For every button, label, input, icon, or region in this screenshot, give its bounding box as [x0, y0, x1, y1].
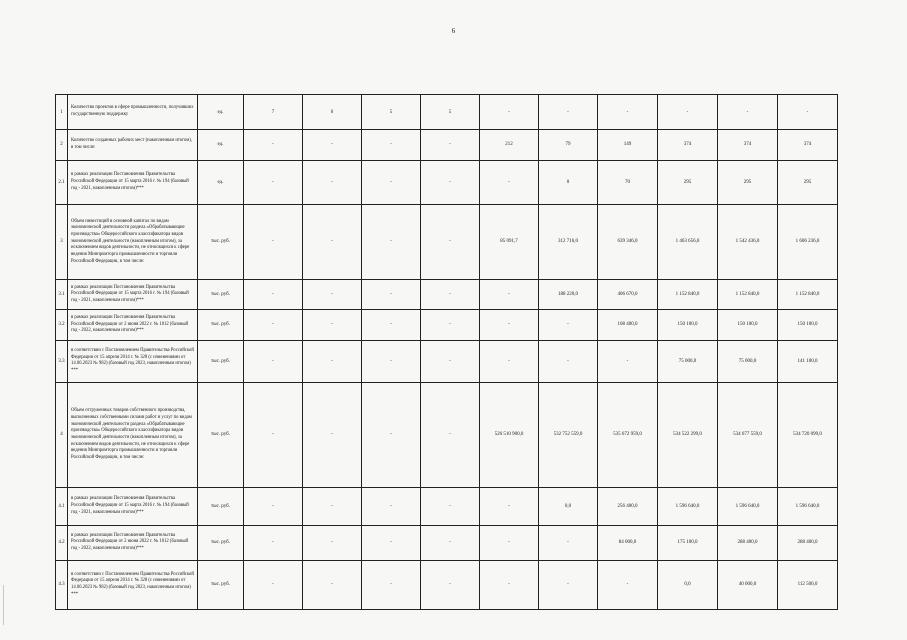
value-cell: 256 400,0 — [598, 488, 658, 525]
value-cell: - — [303, 488, 362, 525]
value-cell: 312 716,0 — [539, 205, 598, 280]
table-row — [56, 160, 838, 204]
value-cell: 175 100,0 — [658, 525, 718, 560]
value-cell: - — [421, 310, 480, 340]
value-cell: 7 — [244, 95, 303, 130]
value-cell: - — [480, 95, 539, 130]
value-cell: - — [303, 310, 362, 340]
value-cell: - — [480, 279, 539, 309]
unit-cell: тыс. руб. — [198, 382, 244, 487]
value-cell: 75 000,0 — [658, 340, 718, 382]
value-cell: 6 — [303, 95, 362, 130]
value-cell: - — [539, 310, 598, 340]
unit-cell: тыс. руб. — [198, 525, 244, 560]
indicator-description: в соответствии с Постановлением Правительства Российской Федерации от 15 апреля 2014 г. № 328 (с изменениями от 14.06.2023 № 982) (базовый год 2023, накопленным итогом) *** — [68, 340, 198, 382]
indicator-description: Количество проектов в сфере промышленности, получивших государственную поддержку — [68, 95, 198, 130]
value-cell: - — [421, 205, 480, 280]
value-cell: - — [362, 279, 421, 309]
value-cell: - — [480, 160, 539, 204]
row-number: 4 — [56, 382, 68, 487]
value-cell: - — [303, 560, 362, 609]
value-cell: 1 596 640,0 — [778, 488, 838, 525]
indicator-description: в соответствии с Постановлением Правительства Российской Федерации от 15 апреля 2014 г. № 328 (с изменениями от 14.06.2023 № 982) (базовый год 2023, накопленным итогом) *** — [68, 560, 198, 609]
value-cell: 1 542 436,0 — [718, 205, 778, 280]
value-cell: - — [362, 488, 421, 525]
page-number: 6 — [451, 27, 456, 35]
row-number: 4.1 — [56, 488, 68, 525]
value-cell: - — [480, 560, 539, 609]
value-cell: 1 606 236,0 — [778, 205, 838, 280]
value-cell: - — [303, 279, 362, 309]
value-cell: 534 522 299,0 — [658, 382, 718, 487]
value-cell: 70 — [598, 160, 658, 204]
value-cell: - — [421, 525, 480, 560]
value-cell: - — [244, 279, 303, 309]
value-cell: 295 — [778, 160, 838, 204]
value-cell: 534 720 099,0 — [778, 382, 838, 487]
value-cell: 0 — [539, 160, 598, 204]
value-cell: 75 000,0 — [718, 340, 778, 382]
scan-edge-mark — [3, 585, 4, 625]
value-cell: - — [658, 95, 718, 130]
value-cell: - — [244, 382, 303, 487]
indicator-description: Объем отгруженных товаров собственного производства, выполненных собственными силами работ и услуг по видам экономической деятельности раздела «Обрабатывающие производства» Общероссийского классификатора видов экономической деятельности (накопленным итогом), за исключением видов деятельности, не относящихся к сфере ведения Минпромторга промышленности и торговли Российской Федерации, в том числе: — [68, 382, 198, 487]
value-cell: - — [539, 560, 598, 609]
value-cell: - — [244, 160, 303, 204]
value-cell: - — [303, 525, 362, 560]
value-cell: - — [303, 382, 362, 487]
unit-cell: ед. — [198, 130, 244, 160]
value-cell: 534 677 559,0 — [718, 382, 778, 487]
table-row — [56, 279, 838, 309]
value-cell: 295 — [718, 160, 778, 204]
value-cell: 288 400,0 — [718, 525, 778, 560]
indicator-description: Объем инвестиций в основной капитал по видам экономической деятельности раздела «Обрабатывающие производства» Общероссийского классификатора видов экономической деятельности (накопленным итогом), за исключением видов деятельности, не относящихся к сфере ведения Минпромторга промышленности и торговли Российской Федерации, в том числе: — [68, 205, 198, 280]
value-cell: - — [598, 95, 658, 130]
value-cell: 639 346,0 — [598, 205, 658, 280]
value-cell: 1 152 840,0 — [778, 279, 838, 309]
value-cell: - — [362, 525, 421, 560]
value-cell: - — [778, 95, 838, 130]
row-number: 3.3 — [56, 340, 68, 382]
table-row — [56, 525, 838, 560]
value-cell: 406 670,0 — [598, 279, 658, 309]
table-row — [56, 130, 838, 160]
unit-cell: тыс. руб. — [198, 310, 244, 340]
value-cell: - — [362, 560, 421, 609]
row-number: 2.1 — [56, 160, 68, 204]
value-cell: - — [303, 205, 362, 280]
value-cell: 5 — [421, 95, 480, 130]
row-number: 3.1 — [56, 279, 68, 309]
table-row — [56, 488, 838, 525]
value-cell: - — [480, 310, 539, 340]
row-number: 2 — [56, 130, 68, 160]
value-cell: - — [303, 130, 362, 160]
value-cell: - — [421, 382, 480, 487]
value-cell: - — [362, 382, 421, 487]
value-cell: - — [244, 205, 303, 280]
value-cell: 150 100,0 — [718, 310, 778, 340]
value-cell: 1 596 640,0 — [658, 488, 718, 525]
value-cell: 149 — [598, 130, 658, 160]
value-cell: 0,0 — [658, 560, 718, 609]
value-cell: - — [539, 525, 598, 560]
indicators-table — [55, 94, 838, 610]
value-cell: - — [421, 560, 480, 609]
value-cell: 295 — [658, 160, 718, 204]
unit-cell: тыс. руб. — [198, 340, 244, 382]
value-cell: 374 — [778, 130, 838, 160]
value-cell: - — [539, 95, 598, 130]
value-cell: - — [362, 310, 421, 340]
value-cell: 0,0 — [539, 488, 598, 525]
row-number: 4.2 — [56, 525, 68, 560]
value-cell: 1 152 840,0 — [718, 279, 778, 309]
value-cell: 112 500,0 — [778, 560, 838, 609]
value-cell: 150 100,0 — [778, 310, 838, 340]
value-cell: - — [244, 340, 303, 382]
value-cell: - — [362, 160, 421, 204]
value-cell: - — [362, 340, 421, 382]
unit-cell: ед. — [198, 160, 244, 204]
value-cell: 85 091,7 — [480, 205, 539, 280]
row-number: 3 — [56, 205, 68, 280]
indicator-description: Количество созданных рабочих мест (накопленным итогом), в том числе: — [68, 130, 198, 160]
indicator-description: в рамках реализации Постановления Правительства Российской Федерации от 15 марта 2016 г. № 194 (базовый год - 2021, накопленным итогом)*** — [68, 488, 198, 525]
value-cell: 188 220,0 — [539, 279, 598, 309]
value-cell: - — [598, 560, 658, 609]
value-cell: 535 672 959,0 — [598, 382, 658, 487]
indicator-description: в рамках реализации Постановления Правительства Российской Федерации от 2 июня 2022 г. № 1012 (базовый год - 2022, накопленным итогом)*** — [68, 525, 198, 560]
value-cell: - — [421, 130, 480, 160]
value-cell: - — [480, 525, 539, 560]
table-row — [56, 95, 838, 130]
value-cell: 288 400,0 — [778, 525, 838, 560]
table-row — [56, 382, 838, 487]
value-cell: 141 100,0 — [778, 340, 838, 382]
value-cell: 1 152 840,0 — [658, 279, 718, 309]
value-cell: 374 — [658, 130, 718, 160]
value-cell: 84 000,0 — [598, 525, 658, 560]
unit-cell: тыс. руб. — [198, 205, 244, 280]
value-cell: - — [362, 130, 421, 160]
value-cell: - — [303, 160, 362, 204]
value-cell: 150 100,0 — [658, 310, 718, 340]
unit-cell: тыс. руб. — [198, 560, 244, 609]
value-cell: - — [362, 205, 421, 280]
indicator-description: в рамках реализации Постановления Правительства Российской Федерации от 15 марта 2016 г. № 194 (базовый год - 2021, накопленным итогом)*** — [68, 279, 198, 309]
unit-cell: ед. — [198, 95, 244, 130]
value-cell: 108 400,0 — [598, 310, 658, 340]
value-cell: - — [718, 95, 778, 130]
table-row — [56, 310, 838, 340]
indicator-description: в рамках реализации Постановления Правительства Российской Федерации от 15 марта 2016 г. № 194 (базовый год - 2021, накопленным итогом)*** — [68, 160, 198, 204]
value-cell: 532 752 559,0 — [539, 382, 598, 487]
value-cell: - — [421, 488, 480, 525]
value-cell: - — [480, 488, 539, 525]
value-cell: - — [244, 310, 303, 340]
value-cell: - — [244, 525, 303, 560]
value-cell: 1 463 656,0 — [658, 205, 718, 280]
value-cell: - — [244, 560, 303, 609]
value-cell: - — [421, 160, 480, 204]
value-cell: - — [421, 340, 480, 382]
value-cell: - — [244, 488, 303, 525]
value-cell: 374 — [718, 130, 778, 160]
value-cell: - — [244, 130, 303, 160]
value-cell: 40 000,0 — [718, 560, 778, 609]
row-number: 1 — [56, 95, 68, 130]
value-cell: 1 596 640,0 — [718, 488, 778, 525]
value-cell: 212 — [480, 130, 539, 160]
unit-cell: тыс. руб. — [198, 279, 244, 309]
value-cell: - — [598, 340, 658, 382]
row-number: 4.3 — [56, 560, 68, 609]
value-cell: - — [480, 340, 539, 382]
unit-cell: тыс. руб. — [198, 488, 244, 525]
value-cell: 526 510 900,0 — [480, 382, 539, 487]
indicator-description: в рамках реализации Постановления Правительства Российской Федерации от 2 июня 2022 г. № 1012 (базовый год - 2022, накопленным итогом)*** — [68, 310, 198, 340]
table-row — [56, 205, 838, 280]
value-cell: - — [421, 279, 480, 309]
value-cell: - — [539, 340, 598, 382]
value-cell: 5 — [362, 95, 421, 130]
table-row — [56, 560, 838, 609]
table-row — [56, 340, 838, 382]
row-number: 3.2 — [56, 310, 68, 340]
value-cell: 79 — [539, 130, 598, 160]
value-cell: - — [303, 340, 362, 382]
